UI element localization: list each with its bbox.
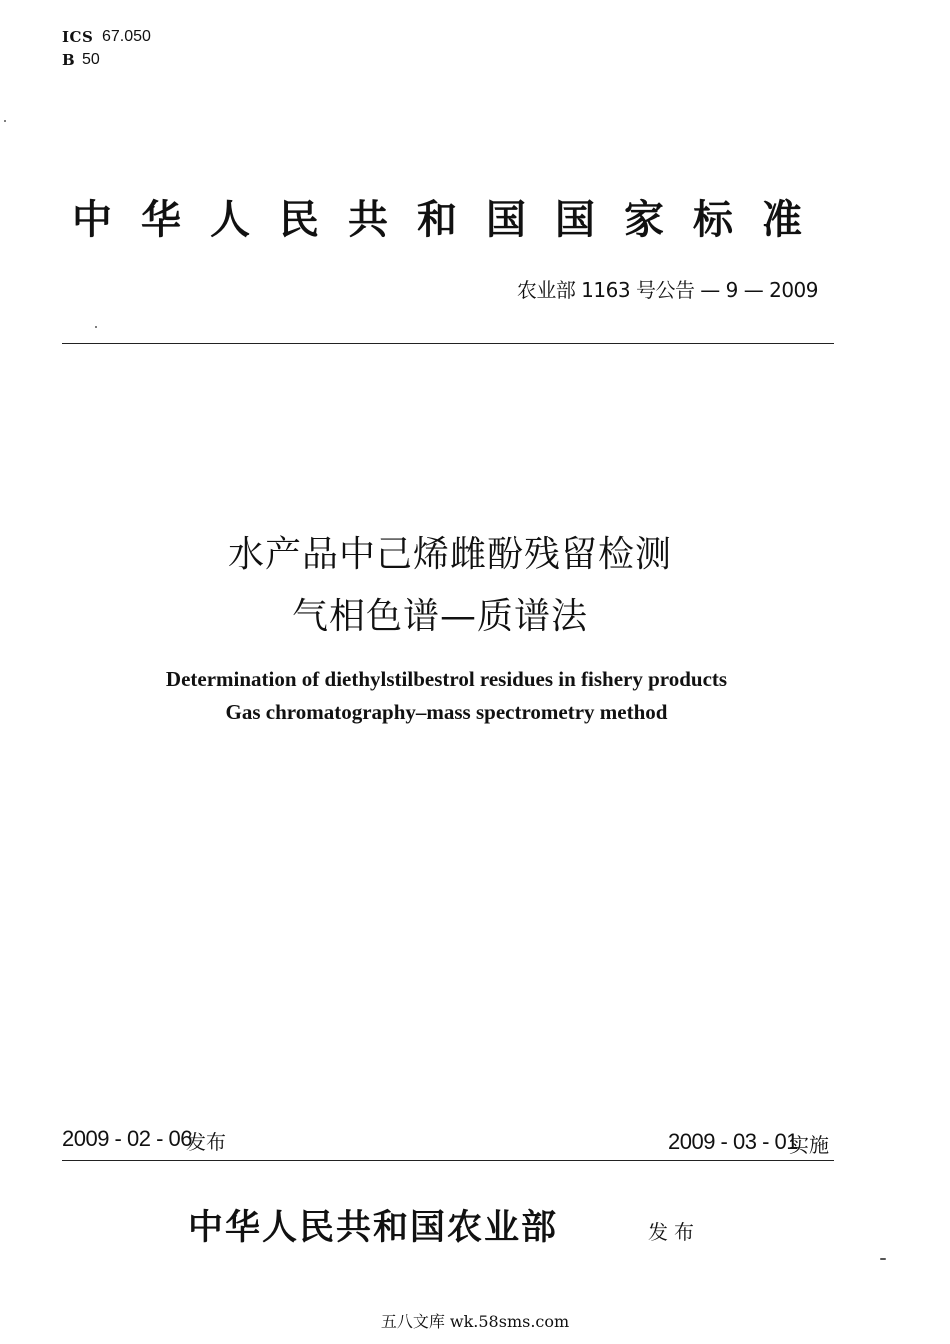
document-title-cn-line1: 水产品中己烯雌酚残留检测 — [227, 534, 672, 575]
scan-speck — [95, 326, 97, 328]
footer-watermark-text: 五八文库 wk.58sms.com — [380, 1312, 570, 1331]
document-title-cn-line2: 气相色谱—质谱法 — [291, 596, 588, 637]
scan-speck — [4, 120, 6, 122]
top-divider — [62, 343, 834, 344]
national-standard-title: 中华人民共和国国家标准 — [72, 197, 831, 243]
implementation-label: 实施 — [789, 1133, 829, 1157]
implementation-date: 2009 - 03 - 01 — [668, 1129, 798, 1154]
issue-date: 2009 - 02 - 06 — [62, 1126, 192, 1151]
document-title-en-line1: Determination of diethylstilbestrol residues in fishery products — [165, 667, 728, 691]
bottom-divider — [62, 1160, 834, 1161]
issue-label: 发布 — [186, 1130, 226, 1154]
publisher-name: 中华人民共和国农业部 — [188, 1208, 559, 1248]
standard-number: 农业部 1163 号公告 — 9 — 2009 — [516, 278, 818, 302]
classification-label: B — [62, 51, 75, 69]
publisher-action: 发布 — [648, 1220, 700, 1244]
document-title-en-line2: Gas chromatography–mass spectrometry method — [225, 700, 668, 724]
classification-code: 50 — [82, 51, 100, 68]
scan-speck — [880, 1258, 886, 1260]
ics-label: ICS — [62, 28, 94, 46]
ics-code: 67.050 — [102, 28, 151, 45]
